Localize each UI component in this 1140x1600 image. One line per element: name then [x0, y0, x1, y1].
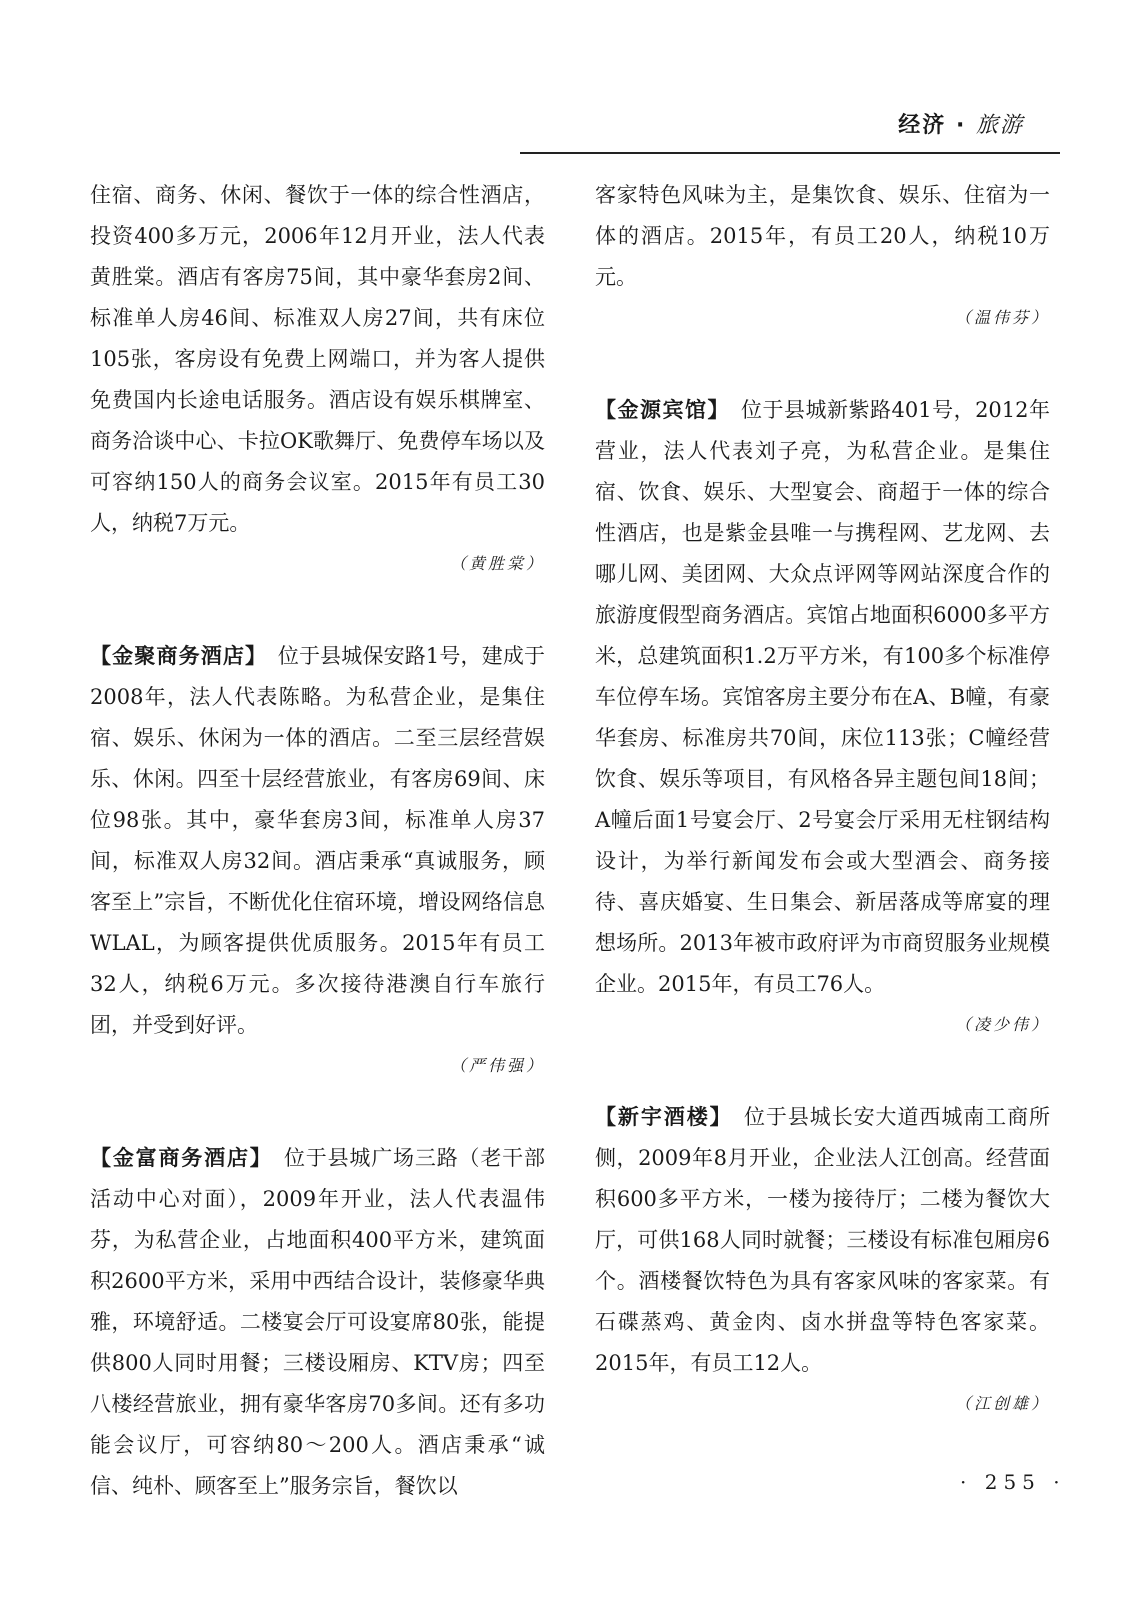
- entry-author: （凌少伟）: [954, 1015, 1050, 1034]
- section-title: [898, 108, 1024, 139]
- entry-body: 住宿、商务、休闲、餐饮于一体的综合性酒店，投资400多万元，2006年12月开业，法人代表黄胜棠。酒店有客房75间，其中豪华套房2间、标准单人房46间、标准双人房27间，共有床位105张，客房设有免费上网端口，并为客人提供免费国内长途电话服务。酒店设有娱乐棋牌室、商务洽谈中心、卡拉OK歌舞厅、免费停车场以及可容纳150人的商务会议室。2015年有员工30人，纳税7万元。: [90, 183, 545, 535]
- entry-paragraph: [595, 390, 1050, 1005]
- right-column: [595, 175, 1050, 1476]
- entry-jinfu-hotel: [90, 1138, 545, 1507]
- section-title-dot: ·: [955, 113, 967, 138]
- section-title-sub: 旅游: [975, 113, 1024, 138]
- entry-paragraph: [595, 175, 1050, 298]
- entry-body: 位于县城广场三路（老干部活动中心对面），2009年开业，法人代表温伟芬，为私营企业，占地面积400平方米，建筑面积2600平方米，采用中西结合设计，装修豪华典雅，环境舒适。二楼宴会厅可设宴席80张，能提供800人同时用餐；三楼设厢房、KTV房；四至八楼经营旅业，拥有豪华客房70多间。还有多功能会议厅，可容纳80～200人。酒店秉承“诚信、纯朴、顾客至上”服务宗旨，餐饮以: [90, 1146, 546, 1498]
- entry-body: 位于县城保安路1号，建成于2008年，法人代表陈略。为私营企业，是集住宿、娱乐、休闲为一体的酒店。二至三层经营娱乐、休闲。四至十层经营旅业，有客房69间、床位98张。其中，豪华套房3间，标准单人房37间，标准双人房32间。酒店秉承“真诚服务，顾客至上”宗旨，不断优化住宿环境，增设网络信息WLAL，为顾客提供优质服务。2015年有员工32人，纳税6万元。多次接待港澳自行车旅行团，并受到好评。: [90, 644, 546, 1037]
- entry-author: （黄胜棠）: [449, 554, 545, 573]
- entry-paragraph: [595, 1097, 1050, 1384]
- section-header: [520, 100, 1060, 154]
- entry-title: 【金聚商务酒店】: [90, 644, 257, 668]
- entry-paragraph: [90, 1138, 545, 1507]
- entry-continued-huangshengtang: [90, 175, 545, 584]
- entry-body: 客家特色风味为主，是集饮食、娱乐、住宿为一体的酒店。2015年，有员工20人，纳税10万元。: [595, 183, 1050, 289]
- entry-paragraph: [90, 636, 545, 1046]
- section-title-main: 经济: [898, 113, 947, 138]
- entry-title: 【金富商务酒店】: [90, 1146, 263, 1170]
- entry-xinyu-restaurant: [595, 1097, 1050, 1424]
- entry-jinyuan-hotel: [595, 390, 1050, 1045]
- entry-title: 【新宇酒楼】: [595, 1105, 723, 1129]
- entry-author: （温伟芬）: [954, 308, 1050, 327]
- entry-title: 【金源宾馆】: [595, 398, 720, 422]
- entry-body: 位于县城长安大道西城南工商所侧，2009年8月开业，企业法人江创高。经营面积600多平方米，一楼为接待厅；二楼为餐饮大厅，可供168人同时就餐；三楼设有标准包厢房6个。酒楼餐饮特色为具有客家风味的客家菜。有石碟蒸鸡、黄金肉、卤水拼盘等特色客家菜。2015年，有员工12人。: [595, 1105, 1051, 1375]
- page-number: · 255 ·: [960, 1470, 1066, 1494]
- entry-paragraph: [90, 175, 545, 544]
- entry-body: 位于县城新紫路401号，2012年营业，法人代表刘子亮，为私营企业。是集住宿、饮食、娱乐、大型宴会、商超于一体的综合性酒店，也是紫金县唯一与携程网、艺龙网、去哪儿网、美团网、大众点评网等网站深度合作的旅游度假型商务酒店。宾馆占地面积6000多平方米，总建筑面积1.2万平方米，有100多个标准停车位停车场。宾馆客房主要分布在A、B幢，有豪华套房、标准房共70间，床位113张；C幢经营饮食、娱乐等项目，有风格各异主题包间18间；A幢后面1号宴会厅、2号宴会厅采用无柱钢结构设计，为举行新闻发布会或大型酒会、商务接待、喜庆婚宴、生日集会、新居落成等席宴的理想场所。2013年被市政府评为市商贸服务业规模企业。2015年，有员工76人。: [595, 398, 1051, 996]
- entry-continued-jinfu: [595, 175, 1050, 338]
- entry-author: （江创雄）: [954, 1394, 1050, 1413]
- left-column: [90, 175, 545, 1507]
- entry-jinju-hotel: [90, 636, 545, 1086]
- entry-author: （严伟强）: [449, 1056, 545, 1075]
